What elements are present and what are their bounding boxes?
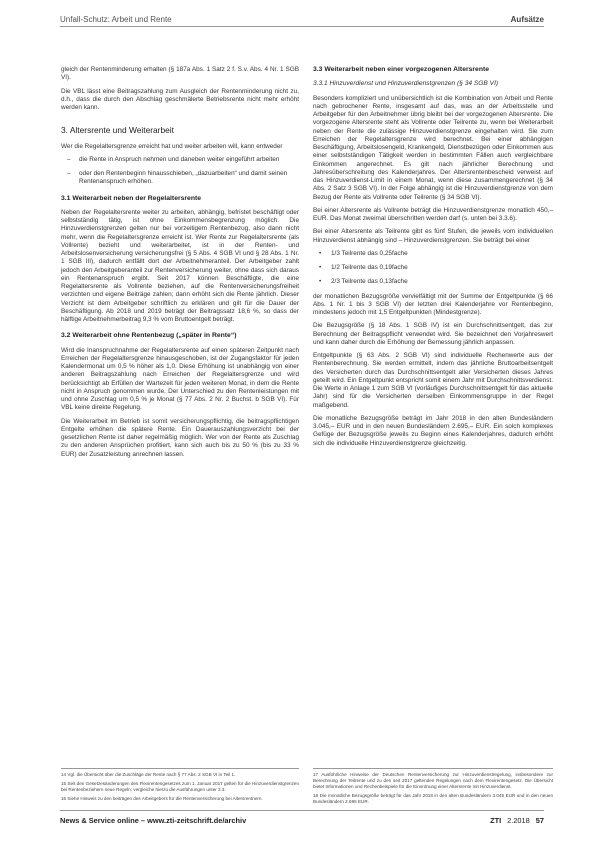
footer-right [490, 816, 544, 825]
page-footer [60, 814, 544, 826]
paragraph: Wer die Regelaltersgrenze erreicht hat und weiter arbeiten will, kann entweder [61, 142, 283, 150]
subsection-heading-3-3: 3.3 Weiterarbeit neben einer vorgezogenen Altersrente [313, 66, 490, 73]
footnotes-left [61, 768, 299, 805]
footnote: 18 Die monatliche Bezugsgröße beträgt für das Jahr 2018 in den alten Bundesländern 3.045 EUR und in den neuen Bundesländern 2.695 EUR. [313, 793, 553, 804]
paragraph: Bei einer Altersrente als Teilrente gibt es fünf Stufen, die jeweils vom individuellen Hinzuverdienst abhängig sind – Hinzuverdienstgrenzen. Sie beträgt bei einer [313, 228, 553, 244]
paragraph: Die Bezugsgröße (§ 18 Abs. 1 SGB IV) ist ein Durchschnittsentgelt, das zur Berechnung der Beitragspflicht verwendet wird. Sie bezeichnet den Vorjahreswert und kann daher durch die Erhöhung der Bemessung jährlich anpassen. [313, 322, 553, 346]
subsection-heading-3-3-1: 3.3.1 Hinzuverdienst und Hinzuverdienstgrenzen (§ 34 SGB VI) [313, 80, 499, 88]
subsection-heading-3-2: 3.2 Weiterarbeit ohne Rentenbezug („später in Rente“) [61, 332, 237, 340]
right-column [313, 66, 553, 453]
list-item: – oder den Rentenbeginn hinausschieben, „dazuarbeiten“ und damit seinen Rentenanspruch erhöhen. [73, 170, 299, 187]
paragraph: Entgeltpunkte (§ 63 Abs. 2 SGB VI) sind individuelle Rechenwerte aus der Rentenberechnung. Sie werden ermittelt, indem das jährliche Bruttoarbeitsentgelt des Versicherten durch das Durchschnittsentgelt aller Versicherten dieses Jahres geteilt wird. Ein Entgeltpunkt entspricht somit einem Jahr mit Durchschnittsverdienst. Die Werte in Anlage 1 zum SGB VI (vorläufiges Durchschnittsentgelt für das aktuelle Jahr) sind für die Versicherten derselben Einkommensgruppe in der Regel maßgebend. [313, 352, 553, 409]
footer-link[interactable]: News & Service online – www.zti-zeitschrift.de/archiv [60, 815, 247, 825]
footnote: 16 Siehe Hinweis zu den beiträgen des Arbeitgebers für die Rentenversicherung bei Altersrentnern. [61, 796, 263, 801]
footnote: 17 Ausführliche Hinweise der Deutschen Rentenversicherung zur Hinzuverdienstregelung, insbesondere zur Berechnung der Teilrente und zu den seit 2017 geltenden Regelungen nach dem Flexirentengesetz. Die Übersicht bietet Informationen und Rechenbeispiele für die Einordnung einer Altersrente mit Hinzuverdienst. [313, 772, 553, 789]
footnote: 14 Vgl. die Übersicht über die Zuschläge der Rente nach § 77 Abs. 2 SGB VI in Teil 1. [61, 772, 236, 777]
running-title: Unfall-Schutz: Arbeit und Rente [60, 14, 172, 24]
paragraph: Bei einer Altersrente als Vollrente beträgt die Hinzuverdienstgrenze monatlich 450,– EUR. Das Monat zweimal überschritten werden darf (s. unten bei 3.3.6). [313, 206, 553, 222]
paragraph: Die VBL lässt eine Beitragszahlung zum Ausgleich der Rentenminderung nicht zu, d.h., dass die durch den Abschlag geschmälerte Betriebsrente nicht mehr erhöht werden kann. [61, 87, 299, 111]
subsection-heading-3-1: 3.1 Weiterarbeit neben der Regelaltersrente [61, 194, 202, 202]
footnote: 15 Seit den Gesetzesänderungen des Flexirentengesetzes zum 1. Januar 2017 gelten für die Hinzuverdienstgrenzen bei Rentenbeziehern neue Regeln; vergleiche hierzu die Ausführungen unter 3.3. [61, 781, 299, 792]
paragraph: Besonders kompliziert und unübersichtlich ist die Kombination von Arbeit und Rente nach gebrochener Rente, insgesamt auf das, was an der Arbeitsstelle und Arbeitgeber für den Arbeitnehmer übrig bleibt bei der vorgezogenen Altersrente. Die vorgezogene Altersrente steht als Vollrente oder Teilrente zu, wenn bei Weiterarbeit neben der Rente die zulässige Hinzuverdienstgrenze eingehalten wird. Sie zum Erreichen der Regelaltersgrenze wird berechnet. Bei einer abhängigen Beschäftigung, Arbeitslosengeld, Krankengeld, Dienstbezügen oder Einkommen aus einer selbstständigen Tätigkeit werden in bestimmten Fällen auch vergleichbare Einkommen angerechnet. Es gilt nach jährlicher Berechnung und Jahresüberschreitung des Kalenderjahres. Der Altersrentenbescheid verweist auf das Hinzuverdienst-Limit in einem Monat, wenn diese zusammengerechnet (§ 34 Abs. 2 Satz 3 SGB VI). In der Folge abhängig ist die Hinzuverdienstgrenze von dem Bezug der Rente als Vollrente oder Teilrente (§ 34 SGB VI). [313, 94, 553, 201]
paragraph: Neben der Regelaltersrente weiter zu arbeiten, abhängig, befristet beschäftigt oder selbstständig tätig, ist ohne Einkommensbegrenzung möglich. Die Hinzuverdienstgrenzen gelten nur bei vorzeitigem Rentenbezug, also dann nicht mehr, wenn die Regelaltersgrenze erreicht ist. Wer Rente zur Regelaltersrente (als Vollrente) bezieht und weiterarbeitet, ist in der Renten- und Arbeitslosenversicherung versicherungsfrei (§ 5 Abs. 4 SGB VI und § 28 Abs. 1 Nr. 1 SGB III), dadurch entfällt dort der Arbeitnehmeranteil. Der Arbeitgeber zahlt jedoch den Arbeitgeberanteil zur Rentenversicherung weiter, ohne dass sich daraus ein Rentenanspruch ergibt. Seit 2017 können Beschäftigte, die eine Regelaltersrente als Vollrente beziehen, auf die Rentenversicherungsfreiheit verzichten und eigene Beiträge zahlen; dann erhöht sich die Rente jährlich. Dieser Verzicht ist dem Arbeitgeber schriftlich zu erklären und gilt für die Dauer der Beschäftigung. Ab 2018 und 2019 beträgt der Beitragssatz 18,6 %, so dass der hälftige Arbeitnehmerbeitrag 9,3 % vom Bruttoentgelt beträgt. [61, 208, 299, 323]
footer-divider [60, 810, 544, 811]
running-header [60, 12, 544, 26]
section-heading-3: 3. Altersrente und Weiterarbeit [61, 125, 174, 136]
journal-brand: ZTI [490, 815, 502, 825]
paragraph: gleich der Rentenminderung erhalten (§ 187a Abs. 1 Satz 2 f. S.v. Abs. 4 Nr. 1 SGB VI). [61, 66, 299, 82]
page-number: 57 [535, 815, 544, 825]
paragraph: der monatlichen Bezugsgröße vervielfältigt mit der Summe der Entgeltpunkte (§ 66 Abs. 1 Nr. 1 bis 3 SGB VI) der letzten drei Kalenderjahre vor Rentenbeginn, mindestens jedoch mit 1,5 Entgeltpunkten (Mindestgrenze). [313, 292, 553, 316]
footnotes-right [313, 768, 553, 808]
dash-list [61, 156, 299, 187]
paragraph: Die monatliche Bezugsgröße beträgt im Jahr 2018 in den alten Bundesländern 3.045,– EUR und in den neuen Bundesländern 2.695,– EUR. Ein solch komplexes Gefüge der Bezugsgröße jeweils zu Beginn eines Kalenderjahres, dadurch erhöht sich die individuelle Hinzuverdienstgrenze gleichzeitig. [313, 414, 553, 447]
bullet-list [313, 250, 553, 287]
paragraph: Wird die Inanspruchnahme der Regelaltersrente auf einen späteren Zeitpunkt nach Erreichen der Regelaltersgrenze hinausgeschoben, ist der Zugangsfaktor für jeden Kalendermonat um 0,5 % höher als 1,0. Diese Erhöhung ist unabhängig von einer anderen Beitragszahlung nach Erreichen der Regelaltersgrenze und wird berücksichtigt ab Erfüllen der Wartezeit für jeden weiteren Monat, in dem die Rente nicht in Anspruch genommen wurde. Der Unterschied zu den Rentenleistungen mit und ohne Zuschlag um 0,5 % je Monat (§ 77 Abs. 2 Nr. 2 Buchst. b SGB VI). Für VBL keine direkte Regelung. [61, 346, 299, 412]
list-item: – die Rente in Anspruch nehmen und daneben weiter eingeführt arbeiten [73, 156, 299, 164]
left-column [61, 66, 299, 464]
list-item: • 1/3 Teilrente das 0,25fache [325, 250, 553, 258]
issue-number: 2.2018 [507, 815, 530, 825]
section-label: Aufsätze [510, 14, 544, 24]
list-item: • 1/2 Teilrente das 0,19fache [325, 264, 553, 272]
list-item: • 2/3 Teilrente das 0,13fache [325, 278, 553, 286]
header-divider [60, 26, 544, 27]
paragraph: Die Weiterarbeit im Betrieb ist somit versicherungspflichtig, die beitragspflichtigen Entgelte erhöhen die spätere Rente. Ein Dauerauszahlungsverzicht bei der gesetzlichen Rente ist daher regelmäßig möglich. Wer von der Rente als Zuschlag zu den anderen Ansprüchen profitiert, kann sich auch bis zu 50 % (bis zu 33 % EUR) der Zusatzleistung anrechnen lassen. [61, 417, 299, 458]
